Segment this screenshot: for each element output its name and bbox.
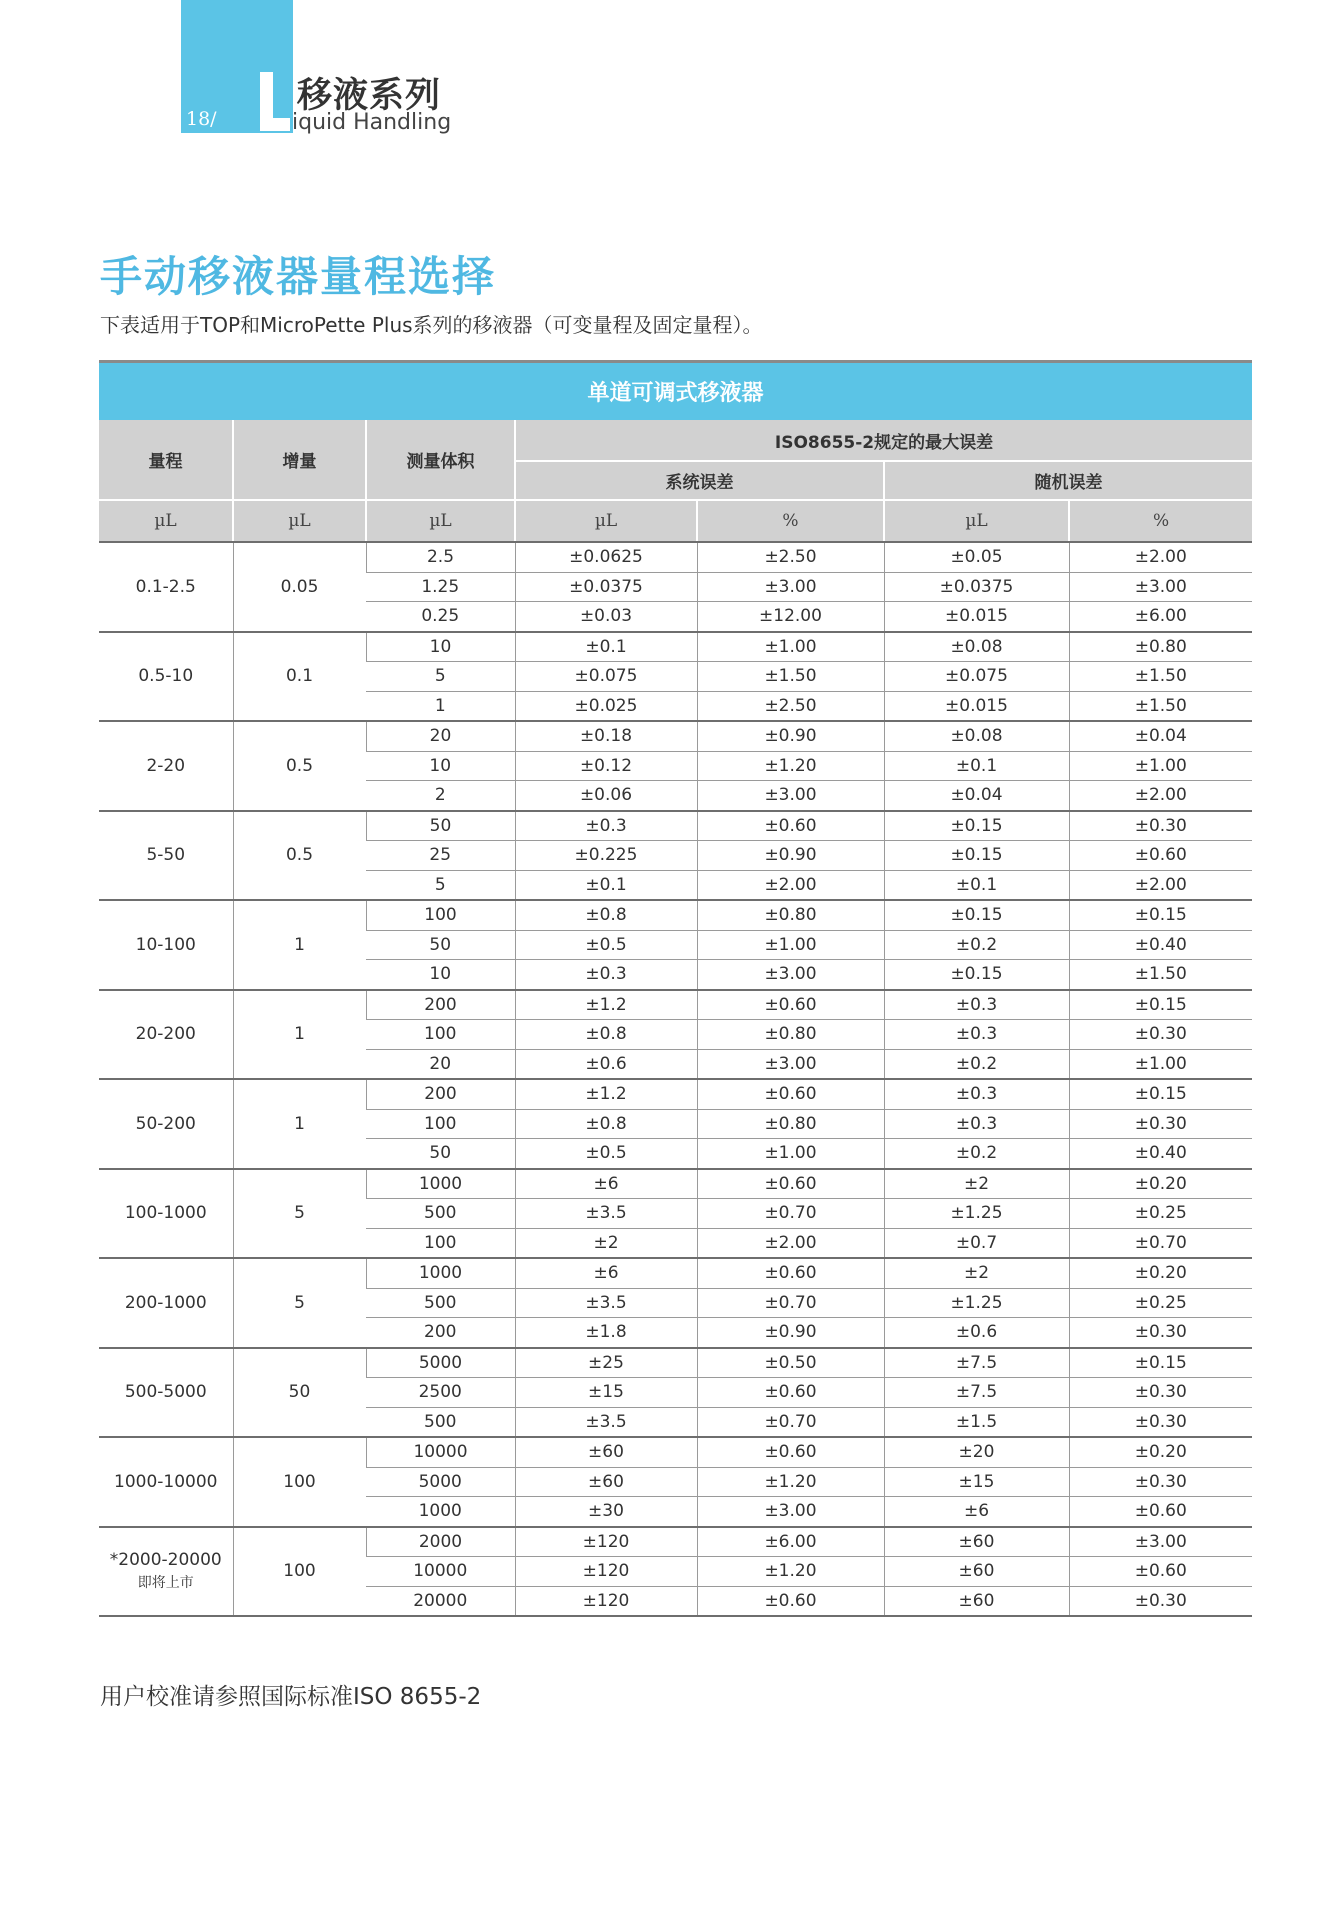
range-cell	[99, 1437, 233, 1527]
random-pct-cell: ±0.40	[1069, 930, 1252, 960]
test-volume-cell: 1000	[366, 1258, 515, 1288]
systematic-pct-cell: ±1.20	[697, 1467, 884, 1497]
random-pct-cell: ±0.80	[1069, 632, 1252, 662]
range-value: 200-1000	[124, 1292, 207, 1313]
random-pct-cell: ±1.00	[1069, 751, 1252, 781]
range-value: 0.5-10	[138, 666, 194, 687]
header-iso-max-error: ISO8655-2规定的最大误差	[515, 420, 1252, 461]
systematic-pct-cell: ±0.80	[697, 1020, 884, 1050]
random-ul-cell: ±0.3	[884, 1109, 1069, 1139]
range-value: 0.1-2.5	[135, 576, 196, 597]
random-pct-cell: ±1.50	[1069, 662, 1252, 692]
random-ul-cell: ±0.3	[884, 1020, 1069, 1050]
test-volume-cell: 100	[366, 1109, 515, 1139]
systematic-pct-cell: ±0.90	[697, 1318, 884, 1348]
systematic-ul-cell: ±0.8	[515, 1109, 697, 1139]
systematic-ul-cell: ±120	[515, 1527, 697, 1557]
random-ul-cell: ±0.3	[884, 1079, 1069, 1109]
header-range: 量程	[99, 420, 233, 500]
systematic-ul-cell: ±0.0375	[515, 572, 697, 602]
systematic-pct-cell: ±6.00	[697, 1527, 884, 1557]
systematic-pct-cell: ±2.00	[697, 870, 884, 900]
test-volume-cell: 10	[366, 751, 515, 781]
systematic-ul-cell: ±30	[515, 1497, 697, 1527]
increment-cell: 5	[233, 1169, 366, 1259]
random-pct-cell: ±0.30	[1069, 1407, 1252, 1437]
systematic-pct-cell: ±0.60	[697, 1378, 884, 1408]
range-value: *2000-20000	[109, 1550, 222, 1571]
systematic-ul-cell: ±15	[515, 1378, 697, 1408]
test-volume-cell: 5000	[366, 1467, 515, 1497]
systematic-pct-cell: ±12.00	[697, 602, 884, 632]
increment-cell: 1	[233, 1079, 366, 1169]
random-ul-cell: ±20	[884, 1437, 1069, 1467]
increment-cell: 50	[233, 1348, 366, 1438]
random-ul-cell: ±0.015	[884, 602, 1069, 632]
random-ul-cell: ±60	[884, 1557, 1069, 1587]
test-volume-cell: 0.25	[366, 602, 515, 632]
systematic-ul-cell: ±60	[515, 1467, 697, 1497]
systematic-pct-cell: ±1.20	[697, 751, 884, 781]
range-cell	[99, 1258, 233, 1348]
table-row	[99, 1527, 1252, 1557]
systematic-pct-cell: ±0.60	[697, 1586, 884, 1616]
random-ul-cell: ±0.2	[884, 930, 1069, 960]
random-ul-cell: ±0.15	[884, 811, 1069, 841]
random-pct-cell: ±1.50	[1069, 960, 1252, 990]
random-ul-cell: ±0.1	[884, 751, 1069, 781]
test-volume-cell: 10	[366, 632, 515, 662]
range-value: 1000-10000	[114, 1471, 218, 1492]
random-pct-cell: ±0.25	[1069, 1288, 1252, 1318]
systematic-ul-cell: ±2	[515, 1228, 697, 1258]
random-pct-cell: ±6.00	[1069, 602, 1252, 632]
range-cell	[99, 632, 233, 722]
random-pct-cell: ±3.00	[1069, 572, 1252, 602]
systematic-ul-cell: ±0.6	[515, 1049, 697, 1079]
random-ul-cell: ±0.2	[884, 1049, 1069, 1079]
table-row	[99, 1079, 1252, 1109]
test-volume-cell: 1000	[366, 1497, 515, 1527]
random-pct-cell: ±2.00	[1069, 781, 1252, 811]
systematic-ul-cell: ±3.5	[515, 1288, 697, 1318]
systematic-pct-cell: ±0.70	[697, 1288, 884, 1318]
random-ul-cell: ±0.15	[884, 960, 1069, 990]
range-cell	[99, 900, 233, 990]
random-pct-cell: ±0.60	[1069, 841, 1252, 871]
random-ul-cell: ±0.6	[884, 1318, 1069, 1348]
test-volume-cell: 50	[366, 1139, 515, 1169]
random-pct-cell: ±0.30	[1069, 1378, 1252, 1408]
random-pct-cell: ±0.20	[1069, 1258, 1252, 1288]
systematic-ul-cell: ±60	[515, 1437, 697, 1467]
increment-cell: 0.05	[233, 542, 366, 632]
random-ul-cell: ±0.08	[884, 721, 1069, 751]
systematic-pct-cell: ±0.60	[697, 990, 884, 1020]
systematic-ul-cell: ±0.03	[515, 602, 697, 632]
range-value: 2-20	[146, 755, 186, 776]
systematic-ul-cell: ±0.5	[515, 1139, 697, 1169]
range-value: 100-1000	[124, 1203, 207, 1224]
range-cell	[99, 542, 233, 632]
unit-cell: µL	[99, 500, 233, 542]
systematic-pct-cell: ±0.80	[697, 1109, 884, 1139]
table-title: 单道可调式移液器	[99, 362, 1252, 421]
systematic-pct-cell: ±2.50	[697, 691, 884, 721]
random-pct-cell: ±1.50	[1069, 691, 1252, 721]
table-row	[99, 1437, 1252, 1467]
table-row	[99, 990, 1252, 1020]
systematic-ul-cell: ±0.8	[515, 1020, 697, 1050]
pipette-range-table	[99, 360, 1252, 1617]
table-row	[99, 811, 1252, 841]
range-cell	[99, 990, 233, 1080]
test-volume-cell: 2000	[366, 1527, 515, 1557]
header-test-volume: 测量体积	[366, 420, 515, 500]
systematic-ul-cell: ±6	[515, 1169, 697, 1199]
systematic-pct-cell: ±1.20	[697, 1557, 884, 1587]
random-ul-cell: ±1.25	[884, 1288, 1069, 1318]
random-pct-cell: ±1.00	[1069, 1049, 1252, 1079]
systematic-pct-cell: ±3.00	[697, 572, 884, 602]
random-pct-cell: ±0.40	[1069, 1139, 1252, 1169]
systematic-pct-cell: ±0.90	[697, 841, 884, 871]
random-ul-cell: ±0.05	[884, 542, 1069, 572]
systematic-ul-cell: ±0.06	[515, 781, 697, 811]
systematic-ul-cell: ±0.1	[515, 870, 697, 900]
header-increment: 增量	[233, 420, 366, 500]
test-volume-cell: 10000	[366, 1557, 515, 1587]
unit-cell: µL	[233, 500, 366, 542]
test-volume-cell: 100	[366, 1228, 515, 1258]
systematic-pct-cell: ±0.90	[697, 721, 884, 751]
random-ul-cell: ±1.5	[884, 1407, 1069, 1437]
systematic-ul-cell: ±0.0625	[515, 542, 697, 572]
systematic-ul-cell: ±0.8	[515, 900, 697, 930]
test-volume-cell: 1000	[366, 1169, 515, 1199]
test-volume-cell: 200	[366, 1318, 515, 1348]
systematic-pct-cell: ±0.60	[697, 1258, 884, 1288]
systematic-ul-cell: ±0.5	[515, 930, 697, 960]
table-row	[99, 1348, 1252, 1378]
page-title: 手动移液器量程选择	[100, 252, 497, 301]
random-ul-cell: ±6	[884, 1497, 1069, 1527]
series-title-en: iquid Handling	[292, 110, 452, 135]
systematic-pct-cell: ±2.50	[697, 542, 884, 572]
random-pct-cell: ±0.30	[1069, 811, 1252, 841]
systematic-ul-cell: ±1.2	[515, 1079, 697, 1109]
systematic-pct-cell: ±0.80	[697, 900, 884, 930]
test-volume-cell: 5	[366, 870, 515, 900]
increment-cell: 1	[233, 990, 366, 1080]
header-random-error: 随机误差	[884, 461, 1252, 500]
test-volume-cell: 20	[366, 721, 515, 751]
systematic-ul-cell: ±0.3	[515, 960, 697, 990]
random-pct-cell: ±0.25	[1069, 1199, 1252, 1229]
random-ul-cell: ±0.15	[884, 841, 1069, 871]
random-pct-cell: ±0.60	[1069, 1497, 1252, 1527]
systematic-ul-cell: ±0.12	[515, 751, 697, 781]
range-cell	[99, 1079, 233, 1169]
systematic-ul-cell: ±3.5	[515, 1199, 697, 1229]
page-subtitle: 下表适用于TOP和MicroPette Plus系列的移液器（可变量程及固定量程）。	[100, 313, 763, 337]
systematic-ul-cell: ±25	[515, 1348, 697, 1378]
table-body	[99, 542, 1252, 1616]
random-ul-cell: ±2	[884, 1169, 1069, 1199]
systematic-pct-cell: ±2.00	[697, 1228, 884, 1258]
test-volume-cell: 10000	[366, 1437, 515, 1467]
systematic-ul-cell: ±6	[515, 1258, 697, 1288]
random-ul-cell: ±0.3	[884, 990, 1069, 1020]
range-value: 5-50	[146, 845, 186, 866]
unit-cell: %	[697, 500, 884, 542]
systematic-ul-cell: ±0.225	[515, 841, 697, 871]
range-cell	[99, 1527, 233, 1617]
random-ul-cell: ±0.015	[884, 691, 1069, 721]
random-ul-cell: ±2	[884, 1258, 1069, 1288]
systematic-ul-cell: ±1.8	[515, 1318, 697, 1348]
systematic-ul-cell: ±0.18	[515, 721, 697, 751]
random-pct-cell: ±2.00	[1069, 542, 1252, 572]
test-volume-cell: 20	[366, 1049, 515, 1079]
test-volume-cell: 1.25	[366, 572, 515, 602]
test-volume-cell: 500	[366, 1288, 515, 1318]
systematic-pct-cell: ±3.00	[697, 781, 884, 811]
test-volume-cell: 200	[366, 990, 515, 1020]
random-pct-cell: ±0.70	[1069, 1228, 1252, 1258]
random-ul-cell: ±0.04	[884, 781, 1069, 811]
test-volume-cell: 25	[366, 841, 515, 871]
unit-cell: µL	[515, 500, 697, 542]
systematic-pct-cell: ±0.60	[697, 1079, 884, 1109]
test-volume-cell: 10	[366, 960, 515, 990]
systematic-pct-cell: ±0.60	[697, 1169, 884, 1199]
systematic-pct-cell: ±3.00	[697, 960, 884, 990]
random-pct-cell: ±0.15	[1069, 900, 1252, 930]
systematic-ul-cell: ±0.025	[515, 691, 697, 721]
test-volume-cell: 20000	[366, 1586, 515, 1616]
unit-cell: %	[1069, 500, 1252, 542]
range-value: 50-200	[135, 1113, 196, 1134]
test-volume-cell: 50	[366, 930, 515, 960]
random-pct-cell: ±0.30	[1069, 1467, 1252, 1497]
range-cell	[99, 721, 233, 811]
test-volume-cell: 2.5	[366, 542, 515, 572]
random-ul-cell: ±1.25	[884, 1199, 1069, 1229]
systematic-pct-cell: ±0.60	[697, 1437, 884, 1467]
systematic-pct-cell: ±1.00	[697, 1139, 884, 1169]
unit-cell: µL	[366, 500, 515, 542]
range-cell	[99, 1169, 233, 1259]
systematic-pct-cell: ±3.00	[697, 1049, 884, 1079]
range-value: 10-100	[135, 934, 196, 955]
table-row	[99, 900, 1252, 930]
table-row	[99, 632, 1252, 662]
table-row	[99, 1169, 1252, 1199]
unit-cell: µL	[884, 500, 1069, 542]
random-pct-cell: ±0.30	[1069, 1109, 1252, 1139]
page-number: 18/	[186, 108, 217, 130]
test-volume-cell: 500	[366, 1407, 515, 1437]
random-pct-cell: ±0.30	[1069, 1318, 1252, 1348]
random-ul-cell: ±0.075	[884, 662, 1069, 692]
table-row	[99, 721, 1252, 751]
increment-cell: 100	[233, 1527, 366, 1617]
range-cell	[99, 811, 233, 901]
random-pct-cell: ±0.60	[1069, 1557, 1252, 1587]
header-systematic-error: 系统误差	[515, 461, 884, 500]
increment-cell: 5	[233, 1258, 366, 1348]
systematic-ul-cell: ±120	[515, 1557, 697, 1587]
random-ul-cell: ±0.2	[884, 1139, 1069, 1169]
test-volume-cell: 1	[366, 691, 515, 721]
test-volume-cell: 100	[366, 1020, 515, 1050]
table-row	[99, 1258, 1252, 1288]
test-volume-cell: 50	[366, 811, 515, 841]
random-ul-cell: ±0.08	[884, 632, 1069, 662]
random-pct-cell: ±0.20	[1069, 1437, 1252, 1467]
systematic-ul-cell: ±0.3	[515, 811, 697, 841]
random-pct-cell: ±0.30	[1069, 1586, 1252, 1616]
systematic-ul-cell: ±120	[515, 1586, 697, 1616]
systematic-pct-cell: ±1.50	[697, 662, 884, 692]
random-pct-cell: ±0.04	[1069, 721, 1252, 751]
range-cell	[99, 1348, 233, 1438]
range-value: 500-5000	[124, 1382, 207, 1403]
systematic-ul-cell: ±0.1	[515, 632, 697, 662]
increment-cell: 0.1	[233, 632, 366, 722]
systematic-pct-cell: ±0.50	[697, 1348, 884, 1378]
increment-cell: 100	[233, 1437, 366, 1527]
random-pct-cell: ±0.30	[1069, 1020, 1252, 1050]
systematic-pct-cell: ±0.70	[697, 1407, 884, 1437]
increment-cell: 0.5	[233, 721, 366, 811]
systematic-pct-cell: ±1.00	[697, 930, 884, 960]
systematic-pct-cell: ±3.00	[697, 1497, 884, 1527]
random-ul-cell: ±60	[884, 1527, 1069, 1557]
table-row	[99, 542, 1252, 572]
test-volume-cell: 5	[366, 662, 515, 692]
systematic-ul-cell: ±1.2	[515, 990, 697, 1020]
random-ul-cell: ±0.0375	[884, 572, 1069, 602]
test-volume-cell: 2	[366, 781, 515, 811]
random-ul-cell: ±7.5	[884, 1348, 1069, 1378]
letter-l-logo	[260, 72, 290, 131]
test-volume-cell: 500	[366, 1199, 515, 1229]
systematic-ul-cell: ±3.5	[515, 1407, 697, 1437]
random-pct-cell: ±3.00	[1069, 1527, 1252, 1557]
random-pct-cell: ±0.15	[1069, 990, 1252, 1020]
random-pct-cell: ±0.20	[1069, 1169, 1252, 1199]
test-volume-cell: 2500	[366, 1378, 515, 1408]
random-ul-cell: ±60	[884, 1586, 1069, 1616]
test-volume-cell: 100	[366, 900, 515, 930]
test-volume-cell: 200	[366, 1079, 515, 1109]
increment-cell: 0.5	[233, 811, 366, 901]
random-ul-cell: ±15	[884, 1467, 1069, 1497]
systematic-ul-cell: ±0.075	[515, 662, 697, 692]
random-pct-cell: ±2.00	[1069, 870, 1252, 900]
random-ul-cell: ±7.5	[884, 1378, 1069, 1408]
series-title-cn: 移液系列	[297, 76, 442, 116]
test-volume-cell: 5000	[366, 1348, 515, 1378]
increment-cell: 1	[233, 900, 366, 990]
range-note: 即将上市	[137, 1575, 194, 1592]
systematic-pct-cell: ±0.60	[697, 811, 884, 841]
random-pct-cell: ±0.15	[1069, 1348, 1252, 1378]
systematic-pct-cell: ±0.70	[697, 1199, 884, 1229]
random-ul-cell: ±0.15	[884, 900, 1069, 930]
random-pct-cell: ±0.15	[1069, 1079, 1252, 1109]
random-ul-cell: ±0.7	[884, 1228, 1069, 1258]
systematic-pct-cell: ±1.00	[697, 632, 884, 662]
random-ul-cell: ±0.1	[884, 870, 1069, 900]
range-value: 20-200	[135, 1024, 196, 1045]
footer-note: 用户校准请参照国际标准ISO 8655-2	[100, 1684, 482, 1710]
